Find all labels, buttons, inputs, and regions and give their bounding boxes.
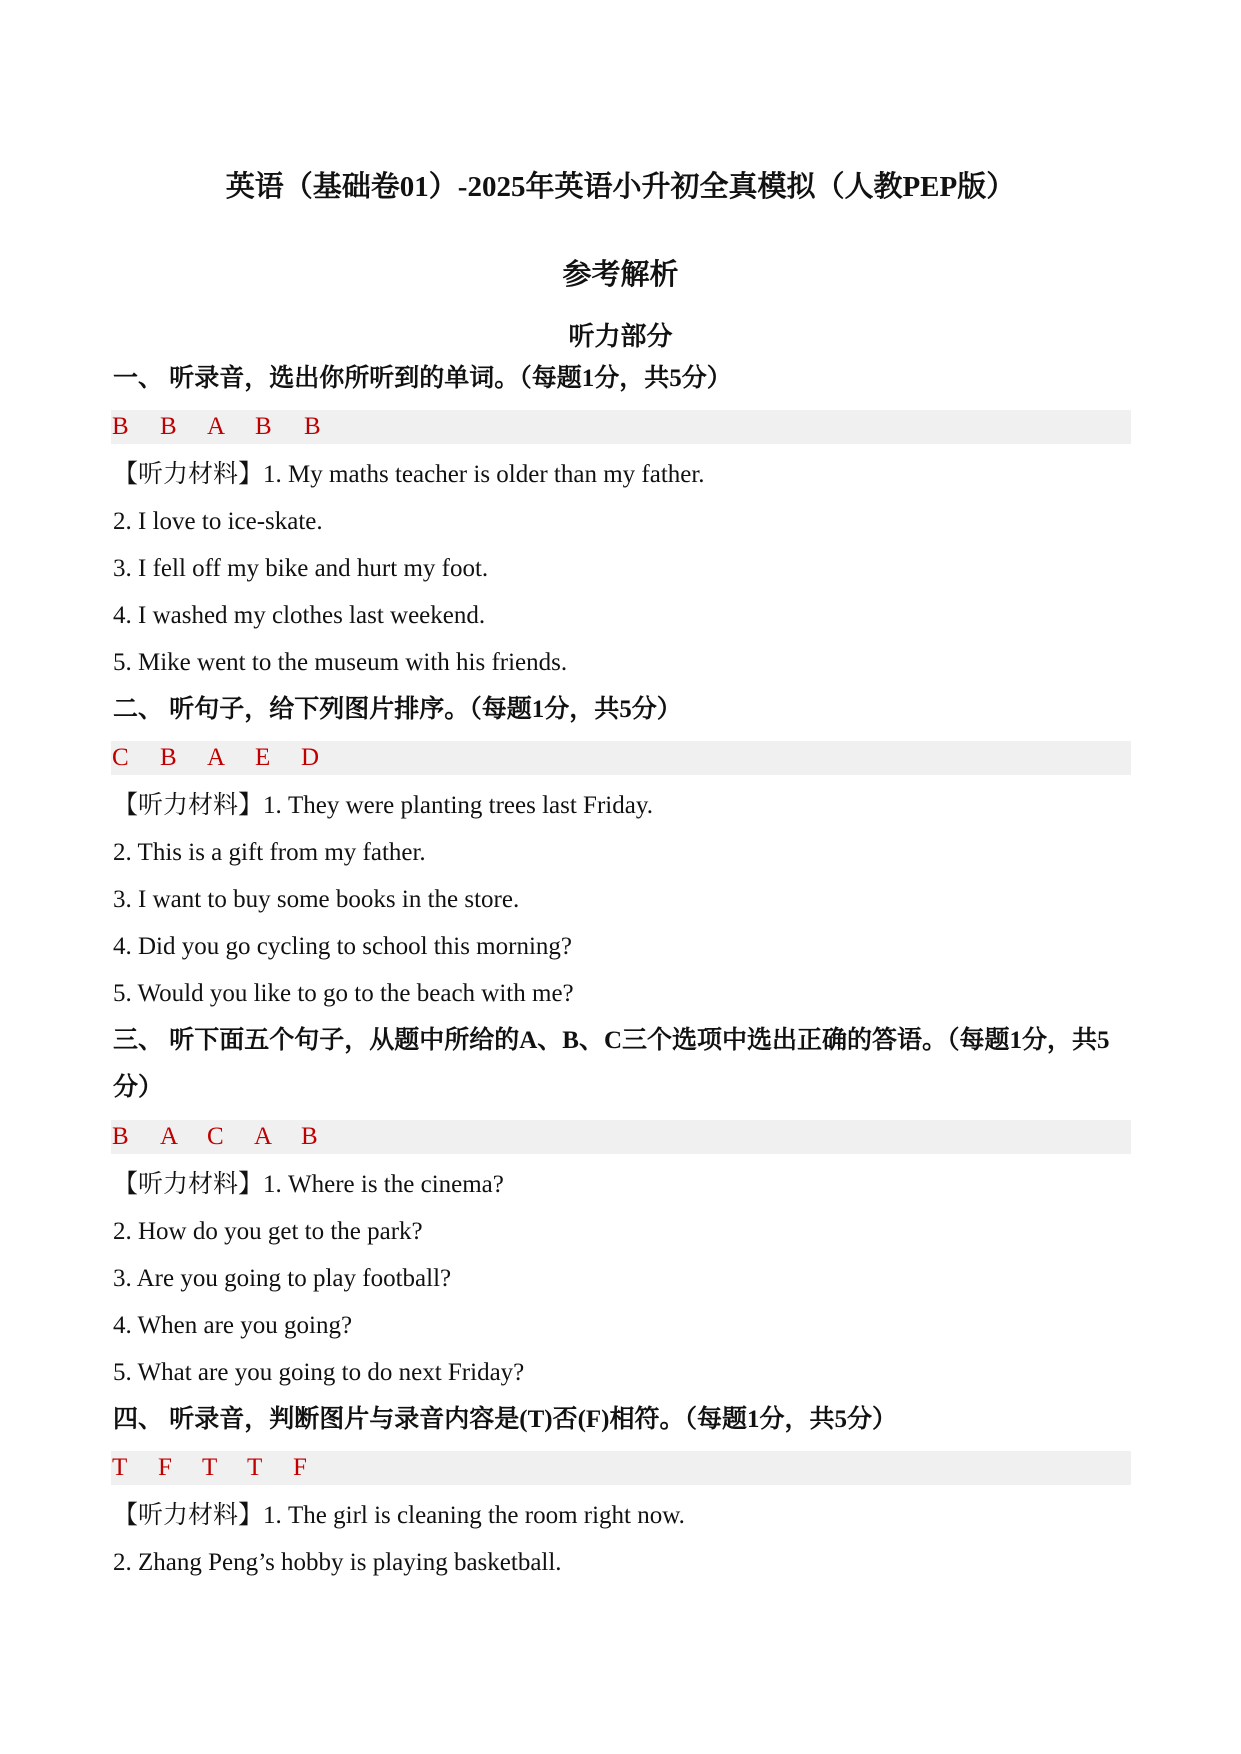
transcript-line: 2. How do you get to the park? bbox=[113, 1218, 423, 1245]
document-subtitle: 参考解析 bbox=[562, 259, 679, 291]
answer-2-3: A bbox=[207, 744, 226, 771]
section-heading-1: 一、 听录音，选出你所听到的单词。（每题1分，共5分） bbox=[113, 365, 732, 392]
section-heading-2: 二、 听句子，给下列图片排序。（每题1分，共5分） bbox=[113, 696, 682, 723]
transcript-line: 2. I love to ice-skate. bbox=[113, 508, 323, 535]
answer-3-2: A bbox=[160, 1123, 179, 1150]
answer-3-1: B bbox=[112, 1123, 129, 1150]
answer-4-1: T bbox=[112, 1454, 128, 1481]
answer-3-4: A bbox=[254, 1123, 273, 1150]
transcript-line: 5. What are you going to do next Friday? bbox=[113, 1359, 525, 1386]
answer-3-5: B bbox=[301, 1123, 318, 1150]
transcript-text: 1. They were planting trees last Friday. bbox=[263, 792, 653, 819]
answer-4-2: F bbox=[158, 1454, 172, 1481]
transcript-line: 2. This is a gift from my father. bbox=[113, 839, 426, 866]
section-heading-3: 三、 听下面五个句子，从题中所给的A、B、C三个选项中选出正确的答语。（每题1分，共5分） bbox=[113, 1027, 1110, 1101]
answer-1-2: B bbox=[160, 413, 177, 440]
answer-2-2: B bbox=[160, 744, 177, 771]
transcript-line: 3. I want to buy some books in the store. bbox=[113, 886, 520, 913]
answer-2-5: D bbox=[301, 744, 320, 771]
answer-4-3: T bbox=[202, 1454, 218, 1481]
answer-1-4: B bbox=[255, 413, 272, 440]
transcript-tag: 【听力材料】 bbox=[113, 461, 264, 488]
transcript-tag: 【听力材料】 bbox=[113, 792, 264, 819]
answer-bar-1 bbox=[111, 410, 1131, 444]
transcript-line bbox=[113, 460, 705, 490]
transcript-line bbox=[113, 1170, 504, 1200]
transcript-text: 1. My maths teacher is older than my father. bbox=[263, 461, 705, 488]
transcript-line: 4. I washed my clothes last weekend. bbox=[113, 602, 486, 629]
section-heading-4: 四、 听录音，判断图片与录音内容是(T)否(F)相符。（每题1分，共5分） bbox=[113, 1406, 897, 1433]
transcript-line: 5. Would you like to go to the beach with me? bbox=[113, 980, 574, 1007]
answer-1-1: B bbox=[112, 413, 129, 440]
transcript-tag: 【听力材料】 bbox=[113, 1171, 264, 1198]
answer-bar-4 bbox=[111, 1451, 1131, 1485]
transcript-line: 4. Did you go cycling to school this morning? bbox=[113, 933, 572, 960]
answer-4-4: T bbox=[247, 1454, 263, 1481]
answer-2-4: E bbox=[255, 744, 271, 771]
transcript-tag: 【听力材料】 bbox=[113, 1502, 264, 1529]
transcript-line: 4. When are you going? bbox=[113, 1312, 353, 1339]
document-title: 英语（基础卷01）-2025年英语小升初全真模拟（人教PEP版） bbox=[225, 171, 1016, 203]
answer-3-3: C bbox=[207, 1123, 224, 1150]
transcript-line: 3. Are you going to play football? bbox=[113, 1265, 452, 1292]
transcript-text: 1. The girl is cleaning the room right now. bbox=[263, 1502, 685, 1529]
answer-4-5: F bbox=[293, 1454, 307, 1481]
transcript-line: 5. Mike went to the museum with his friends. bbox=[113, 649, 568, 676]
answer-bar-2 bbox=[111, 741, 1131, 775]
answer-2-1: C bbox=[112, 744, 129, 771]
transcript-line bbox=[113, 791, 653, 821]
part-title: 听力部分 bbox=[568, 322, 673, 351]
transcript-line bbox=[113, 1501, 685, 1531]
answer-1-5: B bbox=[304, 413, 321, 440]
answer-bar-3 bbox=[111, 1120, 1131, 1154]
transcript-line: 2. Zhang Peng’s hobby is playing basketball. bbox=[113, 1549, 562, 1576]
transcript-text: 1. Where is the cinema? bbox=[263, 1171, 504, 1198]
transcript-line: 3. I fell off my bike and hurt my foot. bbox=[113, 555, 489, 582]
answer-1-3: A bbox=[207, 413, 226, 440]
